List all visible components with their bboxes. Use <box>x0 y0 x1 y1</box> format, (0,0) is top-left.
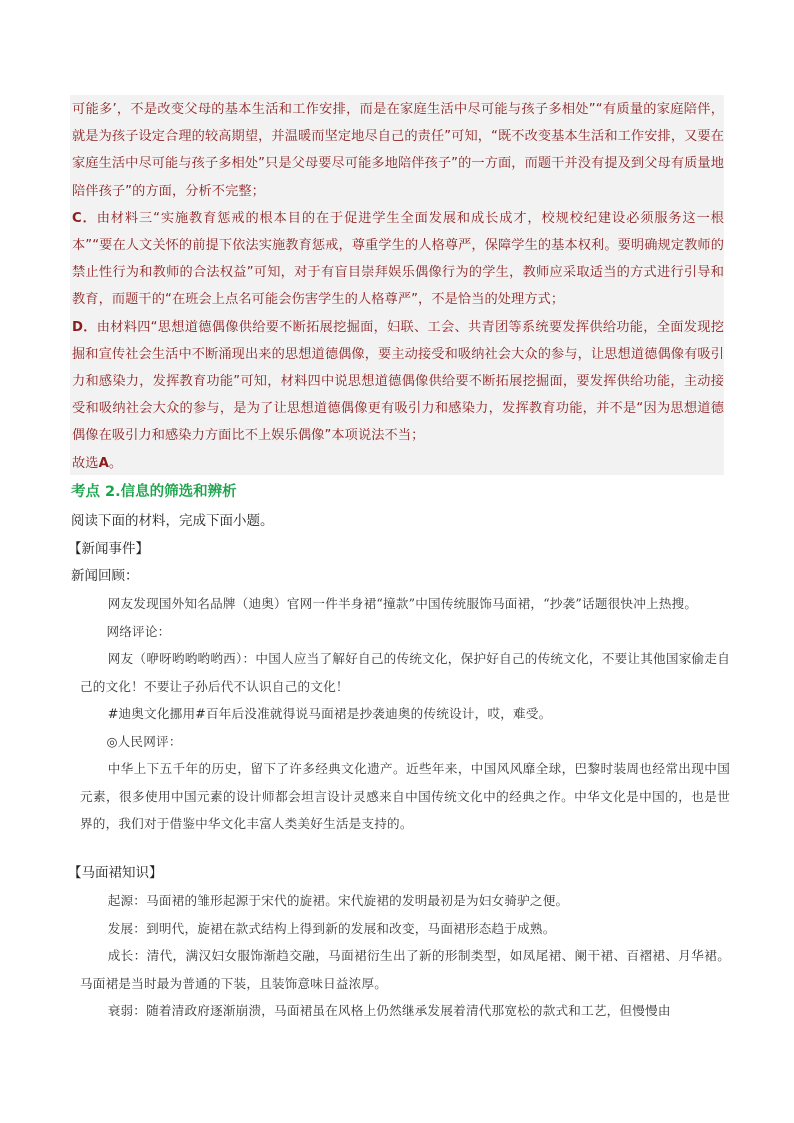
conclusion-prefix: 故选 <box>72 455 99 471</box>
hashtag-comment: #迪奥文化挪用#百年后没准就得说马面裙是抄袭迪奥的传统设计，哎，难受。 <box>107 706 552 721</box>
option-d-text: 由材料四“思想道德偶像供给要不断拓展挖掘面，妇联、工会、共青团等系统要发挥供给功能，全面发现挖掘和宣传社会生活中不断涌现出来的思想道德偶像，要主动接受和吸纳社会大众的参与，让思想道德偶像有吸引力和感染力，发挥教育功能”可知，材料四中说思想道德偶像供给要不断拓展挖掘面，要发挥供给功能，主动接受和吸纳社会大众的参与，是为了让思想道德偶像更有吸引力和感染力，发挥教育功能，并不是“因为思想道德偶像在吸引力和感染力方面比不上娱乐偶像”本项说法不当； <box>72 319 724 444</box>
peoples-daily-text: 中华上下五千年的历史，留下了许多经典文化遗产。近些年来，中国风风靡全球，巴黎时装周也经常出现中国元素，很多使用中国元素的设计师都会坦言设计灵感来自中国传统文化中的经典之作。中华文化是中国的，也是世界的，我们对于借鉴中华文化丰富人类美好生活是支持的。 <box>80 761 730 831</box>
conclusion-suffix: 。 <box>108 455 123 471</box>
section-title: 考点 2.信息的筛选和辨析 <box>71 484 237 500</box>
option-c-analysis <box>72 205 724 314</box>
answer-explanation-box <box>70 95 724 475</box>
option-d-label: D． <box>72 319 97 335</box>
netizen-comment: 网友（咿呀哟哟哟哟西）：中国人应当了解好自己的传统文化，保护好自己的传统文化，不要让其他国家偷走自己的文化！不要让子孙后代不认识自己的文化！ <box>80 651 730 694</box>
option-d-analysis <box>72 314 724 450</box>
skirt-decline: 衰弱：随着清政府逐渐崩溃，马面裙虽在风格上仍然继承发展着清代那宽松的款式和工艺，但慢慢由 <box>107 1003 671 1018</box>
news-review-text: 网友发现国外知名品牌（迪奥）官网一件半身裙“撞款”中国传统服饰马面裙，“抄袭”话题很快冲上热搜。 <box>107 596 698 611</box>
peoples-daily-label: ◎人民网评： <box>106 733 182 749</box>
news-event-header: 【新闻事件】 <box>68 541 149 557</box>
reading-instruction: 阅读下面的材料，完成下面小题。 <box>71 513 274 529</box>
analysis-paragraph: 可能多’，不是改变父母的基本生活和工作安排，而是在家庭生活中尽可能与孩子多相处”“有质量的家庭陪伴，就是为孩子设定合理的较高期望，并温暖而坚定地尽自己的责任”可知，“既不改变基本生活和工作安排，又要在家庭生活中尽可能与孩子多相处”只是父母要尽可能多地陪伴孩子”的一方面，而题干并没有提及到父母有质量地陪伴孩子”的方面，分析不完整； <box>72 102 724 199</box>
skirt-development: 发展：到明代，旋裙在款式结构上得到新的发展和改变，马面裙形态趋于成熟。 <box>107 920 556 936</box>
news-review-label: 新闻回顾： <box>71 568 139 584</box>
news-content <box>80 590 730 838</box>
skirt-origin: 起源：马面裙的雏形起源于宋代的旋裙。宋代旋裙的发明最初是为妇女骑驴之便。 <box>107 893 569 908</box>
answer-conclusion <box>72 450 724 477</box>
skirt-knowledge-header: 【马面裙知识】 <box>68 865 163 881</box>
selected-answer: A <box>98 455 109 471</box>
option-c-text: 由材料三“实施教育惩戒的根本目的在于促进学生全面发展和成长成才，校规校纪建设必须服务这一根本”“要在人文关怀的前提下依法实施教育惩戒，尊重学生的人格尊严，保障学生的基本权利。要明确规定教师的禁止性行为和教师的合法权益”可知，对于有盲目崇拜娱乐偶像行为的学生，教师应采取适当的方式进行引导和教育，而题干的“在班会上点名可能会伤害学生的人格尊严”，不是恰当的处理方式； <box>72 210 725 308</box>
comments-label: 网络评论： <box>106 623 171 639</box>
option-c-label: C． <box>72 210 97 226</box>
skirt-growth: 成长：清代，满汉妇女服饰渐趋交融，马面裙衍生出了新的形制类型，如凤尾裙、阑干裙、百褶裙、月华裙。马面裙是当时最为普通的下装，且装饰意味日益浓厚。 <box>80 948 730 991</box>
skirt-knowledge-content <box>80 887 730 1025</box>
